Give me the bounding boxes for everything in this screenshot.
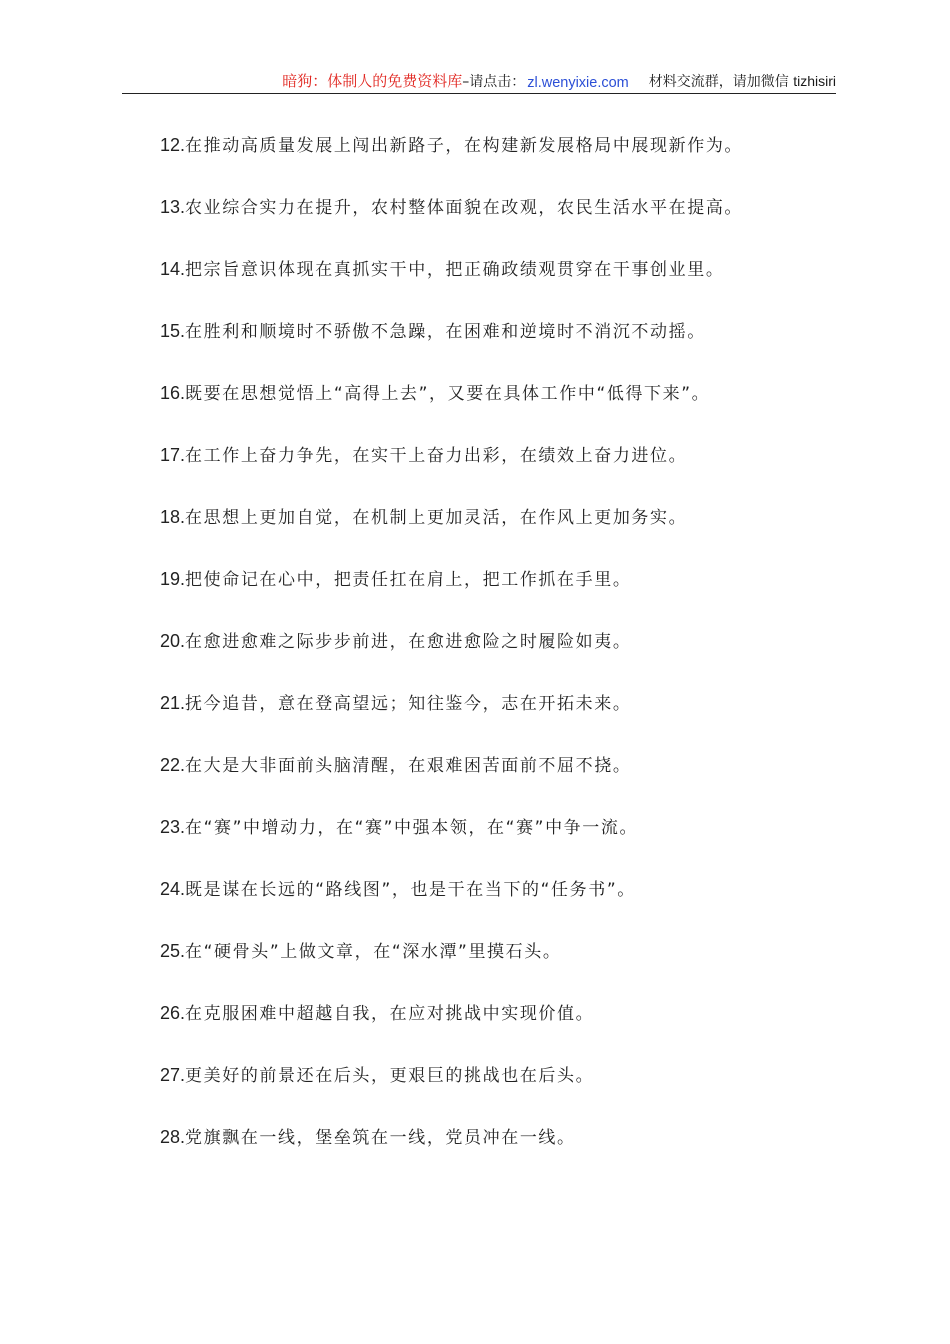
item-number: 24. — [160, 879, 186, 899]
list-item — [160, 564, 840, 626]
header-link[interactable]: zl.wenyixie.com — [527, 75, 629, 91]
header-group-info — [649, 71, 836, 91]
item-number: 16. — [160, 383, 186, 403]
list-item — [160, 750, 840, 812]
item-number: 26. — [160, 1003, 186, 1023]
item-text: 把使命记在心中，把责任扛在肩上，把工作抓在手里。 — [185, 570, 632, 590]
item-text: 在“硬骨头”上做文章，在“深水潭”里摸石头。 — [185, 942, 562, 962]
item-number: 14. — [160, 259, 186, 279]
item-number: 17. — [160, 445, 186, 465]
document-body — [160, 130, 840, 1184]
list-item — [160, 874, 840, 936]
item-text: 在思想上更加自觉，在机制上更加灵活，在作风上更加务实。 — [185, 508, 688, 528]
item-text: 既要在思想觉悟上“高得上去”，又要在具体工作中“低得下来”。 — [185, 384, 711, 404]
item-number: 12. — [160, 135, 186, 155]
list-item — [160, 688, 840, 750]
list-item — [160, 316, 840, 378]
item-text: 在愈进愈难之际步步前进，在愈进愈险之时履险如夷。 — [185, 632, 632, 652]
item-text: 农业综合实力在提升，农村整体面貌在改观，农民生活水平在提高。 — [185, 198, 744, 218]
list-item — [160, 812, 840, 874]
item-text: 在克服困难中超越自我，在应对挑战中实现价值。 — [185, 1004, 595, 1024]
page-header — [122, 70, 836, 94]
item-number: 23. — [160, 817, 186, 837]
item-number: 22. — [160, 755, 186, 775]
item-number: 13. — [160, 197, 186, 217]
list-item — [160, 440, 840, 502]
list-item — [160, 254, 840, 316]
header-prompt: –请点击： — [462, 74, 526, 90]
item-number: 19. — [160, 569, 186, 589]
list-item — [160, 378, 840, 440]
item-number: 15. — [160, 321, 186, 341]
list-item — [160, 1060, 840, 1122]
item-text: 把宗旨意识体现在真抓实干中，把正确政绩观贯穿在干事创业里。 — [185, 260, 725, 280]
item-number: 28. — [160, 1127, 186, 1147]
item-text: 在大是大非面前头脑清醒，在艰难困苦面前不屈不挠。 — [185, 756, 632, 776]
list-item — [160, 998, 840, 1060]
list-item — [160, 626, 840, 688]
item-text: 党旗飘在一线，堡垒筑在一线，党员冲在一线。 — [185, 1128, 576, 1148]
item-text: 在“赛”中增动力，在“赛”中强本领，在“赛”中争一流。 — [185, 818, 639, 838]
item-text: 在工作上奋力争先，在实干上奋力出彩，在绩效上奋力进位。 — [185, 446, 688, 466]
item-text: 更美好的前景还在后头，更艰巨的挑战也在后头。 — [185, 1066, 595, 1086]
header-wechat-id: tizhisiri — [793, 73, 836, 89]
list-item — [160, 936, 840, 998]
item-text: 抚今追昔，意在登高望远；知往鉴今，志在开拓未来。 — [185, 694, 632, 714]
list-item — [160, 502, 840, 564]
item-text: 在推动高质量发展上闯出新路子，在构建新发展格局中展现新作为。 — [185, 136, 744, 156]
item-number: 25. — [160, 941, 186, 961]
item-number: 21. — [160, 693, 186, 713]
list-item — [160, 1122, 840, 1184]
header-group-text: 材料交流群，请加微信 — [648, 74, 789, 90]
list-item — [160, 130, 840, 192]
item-number: 18. — [160, 507, 186, 527]
item-text: 在胜利和顺境时不骄傲不急躁，在困难和逆境时不消沉不动摇。 — [185, 322, 706, 342]
item-text: 既是谋在长远的“路线图”，也是干在当下的“任务书”。 — [185, 880, 636, 900]
header-brand: 暗狗：体制人的免费资料库 — [282, 72, 463, 90]
item-number: 20. — [160, 631, 186, 651]
item-number: 27. — [160, 1065, 186, 1085]
list-item — [160, 192, 840, 254]
